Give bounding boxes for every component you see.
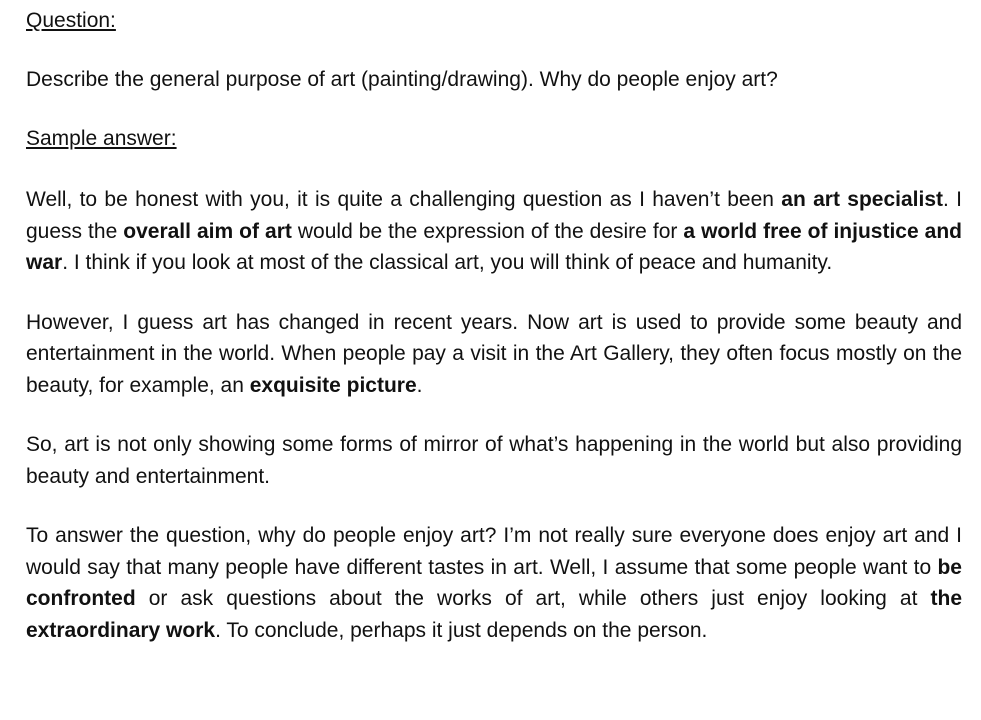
text-segment: or ask questions about the works of art, while others just enjoy looking at <box>135 587 931 610</box>
answer-heading: Sample answer: <box>26 127 177 150</box>
key-phrase: overall aim of art <box>123 219 292 243</box>
answer-paragraph <box>26 429 962 492</box>
answer-body <box>26 184 962 646</box>
key-phrase: a world free of injustice and war <box>26 219 963 274</box>
text-segment: To answer the question, why do people enjoy art? I’m not really sure everyone does enjoy art and I would say that many people have different tastes in art. Well, I assume that some people want to <box>26 524 962 579</box>
text-segment: . To conclude, perhaps it just depends on the person. <box>215 618 708 642</box>
answer-paragraph <box>26 184 962 279</box>
text-segment: Well, to be honest with you, it is quite a challenging question as I haven’t been <box>26 188 782 211</box>
text-segment: . <box>416 373 423 397</box>
answer-paragraph <box>26 520 962 646</box>
text-segment: would be the expression of the desire for <box>291 219 684 243</box>
text-segment: So, art is not only showing some forms of mirror of what’s happening in the world but also providing beauty and entertainment. <box>26 433 962 488</box>
key-phrase: be confronted <box>26 555 962 610</box>
key-phrase: the extraordinary work <box>26 587 962 642</box>
answer-paragraph <box>26 307 962 402</box>
question-heading: Question: <box>26 9 116 32</box>
key-phrase: exquisite picture <box>249 373 417 397</box>
text-segment: . I guess the <box>26 188 963 243</box>
text-segment: However, I guess art has changed in recent years. Now art is used to provide some beauty and entertainment in the world. When people pay a visit in the Art Gallery, they often focus mostly on the beauty, for example, an <box>26 310 962 397</box>
key-phrase: an art specialist <box>781 188 944 211</box>
text-segment: . I think if you look at most of the classical art, you will think of peace and humanity. <box>62 251 833 274</box>
question-text: Describe the general purpose of art (painting/drawing). Why do people enjoy art? <box>26 68 778 91</box>
